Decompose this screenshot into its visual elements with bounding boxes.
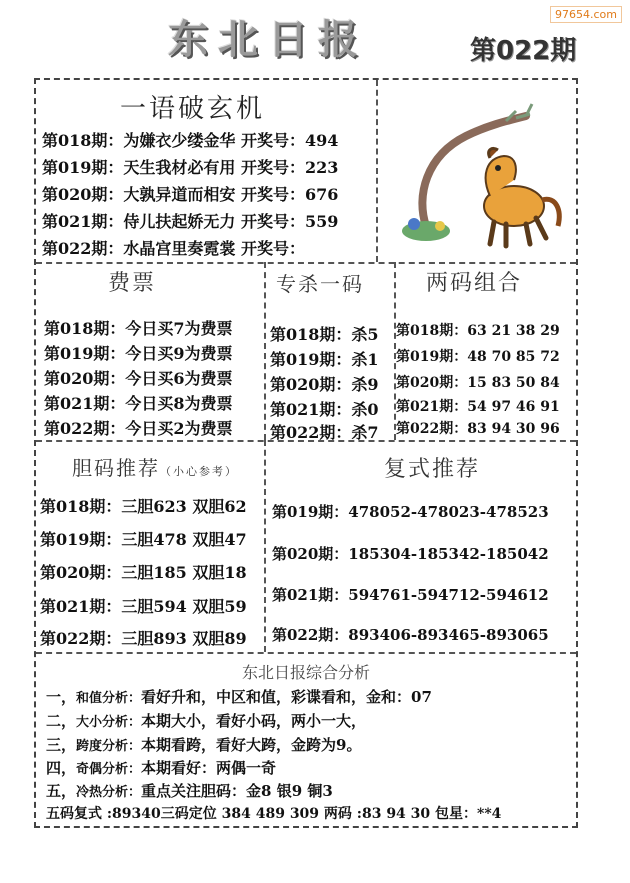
list-item: 第019期：天生我材必有用 开奖号：223 bbox=[42, 158, 339, 177]
danma-note: （小心参考） bbox=[160, 465, 238, 478]
site-watermark: 97654.com bbox=[550, 6, 622, 23]
list-item: 第020期：杀9 bbox=[270, 375, 379, 394]
list-item: 第018期：今日买7为费票 bbox=[44, 319, 233, 338]
list-item: 第018期：63 21 38 29 bbox=[396, 323, 560, 339]
feipiao-title: 费票 bbox=[108, 271, 157, 296]
list-item: 三，跨度分析：本期看跨，看好大跨，金跨为9。 bbox=[46, 736, 362, 754]
list-item: 第018期：三胆623 双胆62 bbox=[40, 497, 247, 516]
list-item: 二，大小分析：本期大小，看好小码，两小一大， bbox=[46, 712, 367, 730]
list-item: 第022期：今日买2为费票 bbox=[44, 419, 233, 438]
list-item: 第020期：三胆185 双胆18 bbox=[40, 563, 247, 582]
fushi-title: 复式推荐 bbox=[384, 457, 481, 482]
list-item: 第020期：185304-185342-185042 bbox=[272, 545, 549, 563]
list-item: 第020期：今日买6为费票 bbox=[44, 369, 233, 388]
list-item: 第022期：水晶宫里奏霓裳 开奖号： bbox=[42, 239, 306, 258]
list-item: 第018期：为嫌衣少缕金华 开奖号：494 bbox=[42, 131, 339, 150]
divider-1 bbox=[36, 262, 576, 264]
divider-v1 bbox=[376, 80, 378, 262]
list-item: 第021期：54 97 46 91 bbox=[396, 399, 560, 415]
list-item: 第019期：48 70 85 72 bbox=[396, 349, 560, 365]
divider-3 bbox=[36, 652, 576, 654]
list-item: 第021期：侍儿扶起娇无力 开奖号：559 bbox=[42, 212, 339, 231]
list-item: 第021期：594761-594712-594612 bbox=[272, 586, 549, 604]
list-item: 第019期：三胆478 双胆47 bbox=[40, 530, 247, 549]
yiyu-title: 一语破玄机 bbox=[120, 94, 266, 124]
divider-v2 bbox=[264, 262, 266, 440]
divider-v4 bbox=[264, 440, 266, 652]
list-item: 四，奇偶分析：本期看好：两偶一奇 bbox=[46, 759, 277, 777]
list-item: 第019期：杀1 bbox=[270, 350, 379, 369]
list-item: 第021期：杀0 bbox=[270, 400, 379, 419]
list-item: 第019期：478052-478023-478523 bbox=[272, 503, 549, 521]
list-item: 第018期：杀5 bbox=[270, 325, 379, 344]
analysis-footer: 五码复式 :89340三码定位 384 489 309 两码 :83 94 30 包星：**4 bbox=[46, 806, 502, 822]
analysis-title: 东北日报综合分析 bbox=[241, 663, 370, 682]
issue-number: 第022期 bbox=[470, 36, 577, 66]
analysis-section bbox=[36, 656, 576, 826]
list-item: 一，和值分析：看好升和，中区和值，彩谍看和，金和：07 bbox=[46, 688, 432, 706]
list-item: 五，冷热分析：重点关注胆码：金8 银9 铜3 bbox=[46, 782, 333, 800]
list-item: 第022期：893406-893465-893065 bbox=[272, 626, 549, 644]
danma-title: 胆码推荐（小心参考） bbox=[72, 456, 238, 480]
list-item: 第020期：15 83 50 84 bbox=[396, 375, 560, 391]
masthead-title: 东北日报 bbox=[168, 17, 368, 63]
horse-tree-illustration bbox=[386, 96, 572, 252]
list-item: 第021期：今日买8为费票 bbox=[44, 394, 233, 413]
list-item: 第022期：三胆893 双胆89 bbox=[40, 629, 247, 648]
zhuansha-title: 专杀一码 bbox=[276, 272, 364, 296]
list-item: 第020期：大孰异道而相安 开奖号：676 bbox=[42, 185, 339, 204]
list-item: 第022期：杀7 bbox=[270, 423, 379, 442]
list-item: 第019期：今日买9为费票 bbox=[44, 344, 233, 363]
list-item: 第022期：83 94 30 96 bbox=[396, 421, 560, 437]
liangma-title: 两码组合 bbox=[426, 271, 523, 296]
list-item: 第021期：三胆594 双胆59 bbox=[40, 597, 247, 616]
